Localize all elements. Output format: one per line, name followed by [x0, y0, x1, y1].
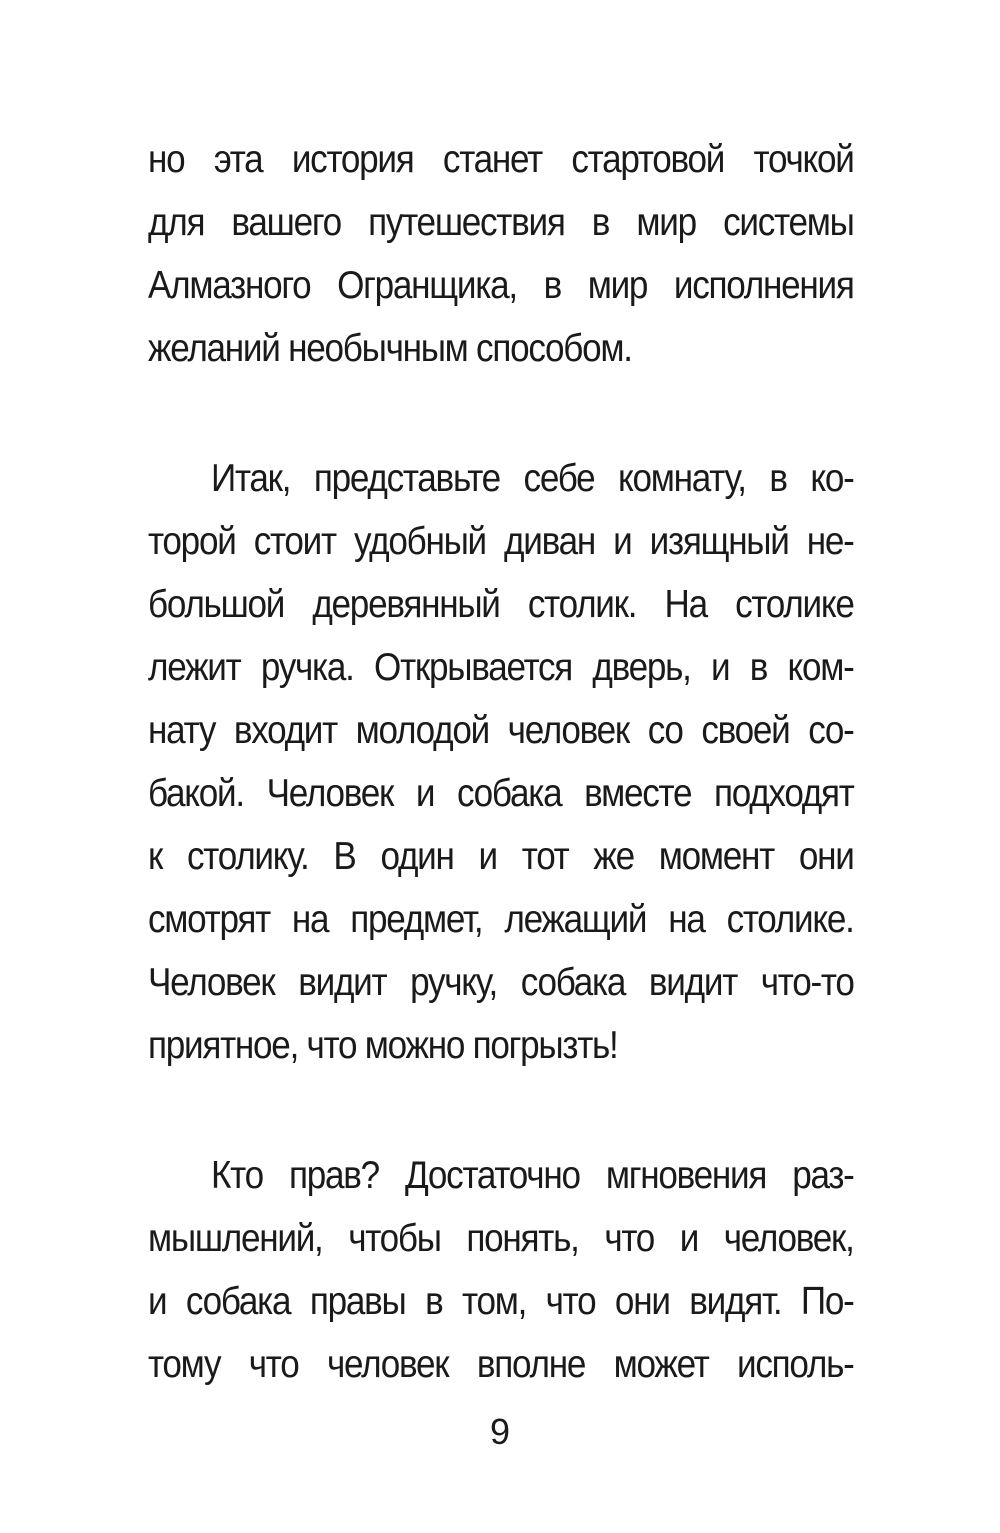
text-line: бакой. Человек и собака вместе подходят	[148, 772, 854, 815]
text-line: для вашего путешествия в мир системы	[148, 201, 854, 244]
page-number: 9	[489, 1411, 511, 1452]
text-line: смотрят на предмет, лежащий на столике.	[148, 898, 854, 941]
text-line: к столику. В один и тот же момент они	[148, 835, 854, 878]
text-line: лежит ручка. Открывается дверь, и в ком-	[148, 646, 854, 689]
text-line: приятное, что можно погрызть!	[148, 1024, 618, 1067]
text-line: Кто прав? Достаточно мгновения раз-	[211, 1154, 854, 1197]
text-line: Итак, представьте себе комнату, в ко-	[211, 457, 854, 500]
page-body	[148, 128, 854, 1396]
paragraph-1	[148, 128, 854, 380]
paragraph-2	[148, 447, 854, 1077]
text-line: но эта история станет стартовой точкой	[148, 138, 854, 181]
text-line: Человек видит ручку, собака видит что-то	[148, 961, 854, 1004]
text-line: Алмазного Огранщика, в мир исполнения	[148, 264, 854, 307]
paragraph-3	[148, 1144, 854, 1396]
text-line: и собака правы в том, что они видят. По-	[148, 1280, 854, 1323]
text-line: тому что человек вполне может исполь-	[148, 1343, 854, 1386]
text-line: мышлений, чтобы понять, что и человек,	[148, 1217, 854, 1260]
paragraph-gap	[148, 380, 854, 447]
text-line: желаний необычным способом.	[148, 327, 632, 370]
text-line: большой деревянный столик. На столике	[148, 583, 854, 626]
text-line: нату входит молодой человек со своей со-	[148, 709, 854, 752]
text-line: торой стоит удобный диван и изящный не-	[148, 520, 854, 563]
paragraph-gap	[148, 1077, 854, 1144]
